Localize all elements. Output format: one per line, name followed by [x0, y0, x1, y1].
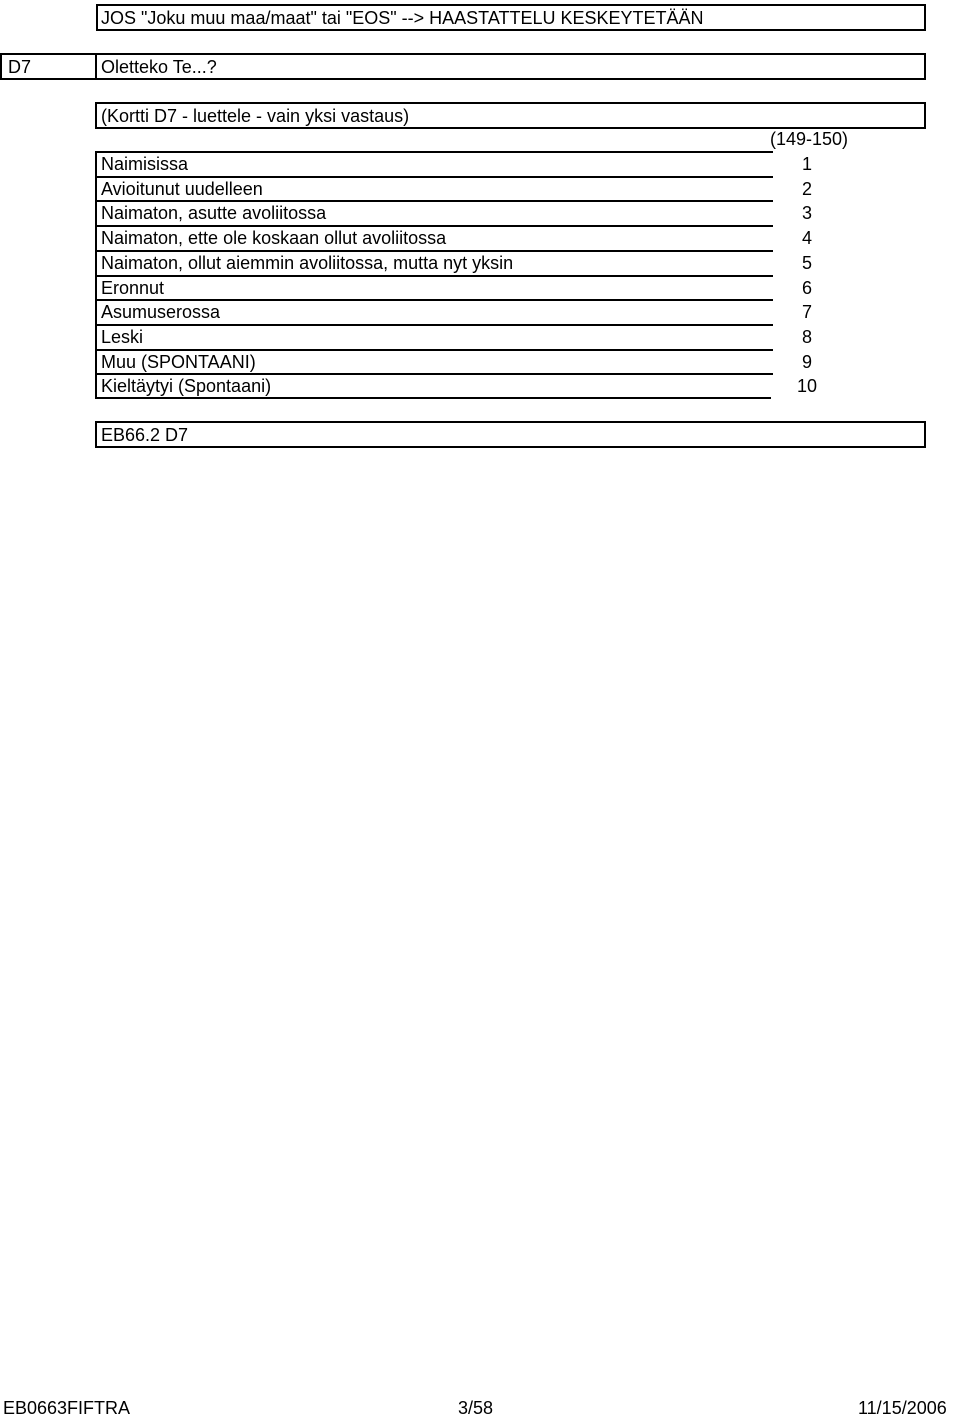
- option-code: 3: [801, 203, 812, 224]
- question-id-box: [0, 53, 97, 80]
- question-id: D7: [8, 57, 32, 77]
- option-label: Naimaton, ette ole koskaan ollut avoliitossa: [101, 228, 447, 249]
- card-note: (Kortti D7 - luettele - vain yksi vastaus): [101, 106, 410, 126]
- list-item: [97, 349, 812, 374]
- source-box: [95, 421, 926, 448]
- option-code: 2: [801, 178, 812, 199]
- option-code: 10: [796, 376, 818, 397]
- list-item: [97, 151, 812, 176]
- option-label: Naimisissa: [101, 154, 189, 174]
- options-list: [95, 151, 818, 399]
- instruction-text: JOS "Joku muu maa/maat" tai "EOS" --> HAASTATTELU KESKEYTETÄÄN: [101, 8, 704, 28]
- list-item: [97, 324, 812, 349]
- option-code: 7: [801, 302, 812, 323]
- instruction-box: [96, 4, 926, 31]
- list-item: [97, 373, 818, 398]
- list-item: [97, 250, 812, 275]
- option-label: Eronnut: [101, 277, 165, 298]
- list-item: [97, 275, 812, 300]
- source-ref: EB66.2 D7: [101, 425, 189, 445]
- option-code: 4: [801, 228, 812, 249]
- option-label: Muu (SPONTAANI): [101, 351, 256, 372]
- footer-page-number: 3/58: [458, 1398, 494, 1418]
- option-code: 6: [801, 277, 812, 298]
- option-label: Avioitunut uudelleen: [101, 178, 263, 199]
- option-code: 9: [801, 351, 812, 372]
- column-range: (149-150): [770, 129, 849, 149]
- footer-date: 11/15/2006: [858, 1398, 947, 1418]
- option-code: 5: [801, 252, 812, 273]
- list-item: [97, 176, 812, 201]
- card-note-box: [95, 102, 926, 129]
- option-label: Asumuserossa: [101, 302, 221, 323]
- option-code: 8: [801, 326, 812, 347]
- option-label: Naimaton, asutte avoliitossa: [101, 203, 327, 224]
- list-item: [97, 225, 812, 250]
- question-text-box: [95, 53, 926, 80]
- option-label: Kieltäytyi (Spontaani): [101, 376, 272, 397]
- footer-filename: EB0663FIFTRA: [3, 1398, 131, 1418]
- question-text: Oletteko Te...?: [101, 57, 217, 77]
- list-item: [97, 299, 812, 324]
- list-item: [97, 200, 812, 225]
- option-label: Naimaton, ollut aiemmin avoliitossa, mutta nyt yksin: [101, 252, 514, 273]
- option-label: Leski: [101, 326, 144, 347]
- option-code: 1: [801, 154, 812, 174]
